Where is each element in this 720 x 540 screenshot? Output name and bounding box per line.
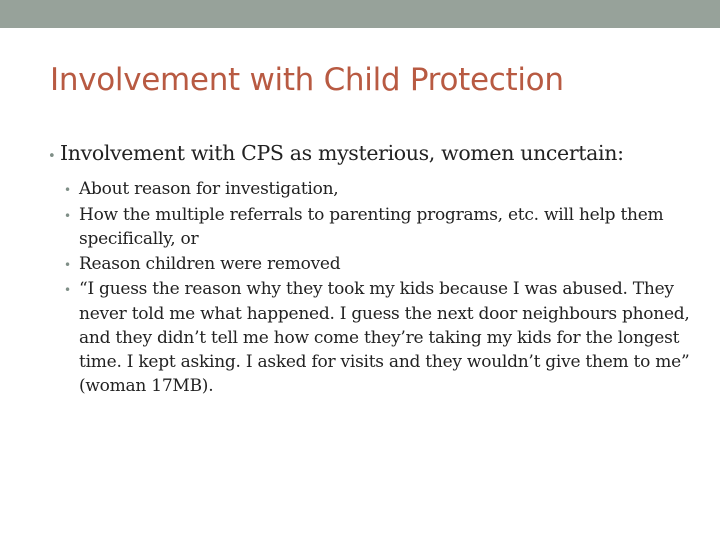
bullet-icon: • (48, 149, 56, 164)
main-bullet-point (48, 140, 698, 170)
slide-title: Involvement with Child Protection (50, 62, 564, 98)
list-item (64, 177, 698, 202)
list-item (64, 277, 698, 398)
quote-text: “I guess the reason why they took my kids because I was abused. They never told me what happened. I guess the next door neighbours phoned, and they didn’t tell me how come they’re taking my kids for the longest time. I kept asking. I asked for visits and they wouldn’t give them to me” (woman 17MB). (79, 279, 690, 397)
list-item (64, 252, 698, 277)
bullet-icon: • (64, 183, 71, 197)
list-item-text: How the multiple referrals to parenting programs, etc. will help them specifically, or (79, 204, 664, 249)
list-item-text: Reason children were removed (79, 253, 341, 274)
top-accent-bar (0, 0, 720, 28)
bullet-icon: • (64, 283, 71, 298)
bullet-icon: • (64, 208, 71, 223)
slide-content (48, 140, 698, 399)
main-point-text: Involvement with CPS as mysterious, women uncertain: (60, 141, 624, 165)
list-item (64, 203, 698, 251)
list-item-text: About reason for investigation, (79, 179, 339, 199)
sub-bullet-list (48, 177, 698, 398)
bullet-icon: • (64, 257, 71, 272)
